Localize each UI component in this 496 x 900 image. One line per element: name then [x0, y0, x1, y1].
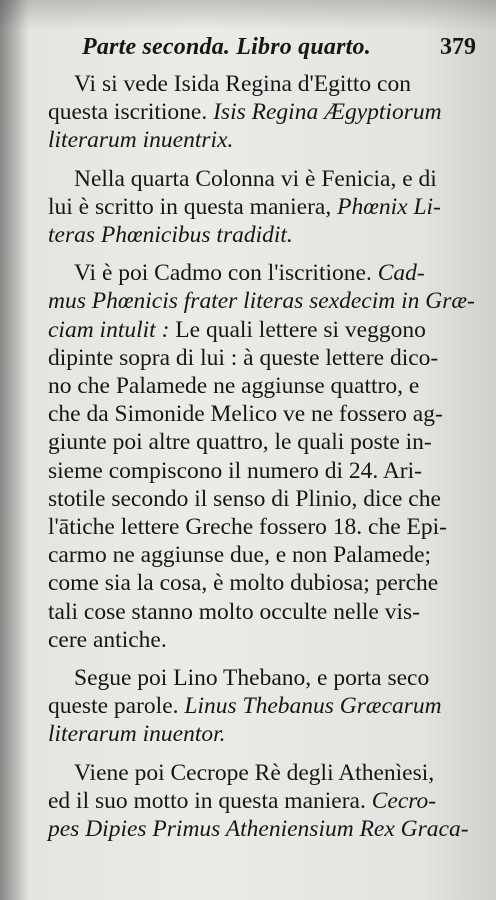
text-run: queste parole.	[48, 693, 185, 720]
text-line	[48, 626, 484, 654]
paragraph-gap	[48, 749, 484, 759]
text-line	[48, 165, 484, 193]
text-run: cere antiche.	[48, 626, 167, 653]
text-line	[48, 193, 484, 221]
text-line	[48, 598, 484, 626]
text-run: Le quali lettere si veggono	[175, 316, 426, 343]
text-run: lui è scritto in questa maniera,	[48, 193, 338, 220]
text-run: come sia la cosa, è molto dubiosa; perche	[48, 570, 439, 597]
text-run: dipinte sopra di lui : à queste lettere dico-	[48, 344, 439, 371]
text-line	[48, 513, 484, 541]
text-run: Nella quarta Colonna vi è Fenicia, e di	[74, 165, 437, 192]
italic-text: pes Dipies Primus Atheniensium Rex Graca-	[48, 816, 469, 843]
italic-text: ciam intulit :	[48, 316, 176, 343]
paragraph-gap	[48, 155, 484, 165]
text-run: no che Palamede ne aggiunse quattro, e	[48, 373, 420, 400]
text-line	[48, 287, 484, 315]
text-line	[48, 126, 484, 154]
text-line	[48, 569, 484, 597]
text-run: che da Simonide Melico ve ne fossero ag-	[48, 401, 443, 428]
text-line	[48, 372, 484, 400]
italic-text: Isis Regina Ægyptiorum	[213, 99, 442, 126]
italic-text: Cecro-	[371, 787, 437, 814]
text-run: Vi è poi Cadmo con l'iscritione.	[74, 260, 378, 287]
text-line	[48, 400, 484, 428]
italic-text: literarum inuentrix.	[48, 127, 234, 154]
text-run: giunte poi altre quattro, le quali poste in-	[48, 429, 432, 456]
text-run: sieme compiscono il numero di 24. Ari-	[48, 457, 422, 484]
text-line	[48, 259, 484, 287]
text-run: carmo ne aggiunse due, e non Palamede;	[48, 542, 432, 569]
running-head-title: Parte seconda. Libro quarto.	[82, 34, 371, 60]
text-run: tali cose stanno molto occulte nelle vis-	[48, 598, 420, 625]
page-number: 379	[440, 34, 476, 60]
body-text	[48, 70, 484, 843]
text-line	[48, 457, 484, 485]
italic-text: teras Phœnicibus tradidit.	[48, 222, 293, 249]
text-run: Segue poi Lino Thebano, e porta seco	[74, 665, 430, 692]
text-line	[48, 692, 484, 720]
paragraph-gap	[48, 654, 484, 664]
italic-text: Linus Thebanus Græcarum	[184, 693, 442, 720]
text-line	[48, 316, 484, 344]
paragraph-gap	[48, 249, 484, 259]
text-line	[48, 815, 484, 843]
text-run: Vi si vede Isida Regina d'Egitto con	[74, 71, 411, 97]
text-line	[48, 428, 484, 456]
text-line	[48, 541, 484, 569]
text-line	[48, 344, 484, 372]
text-line	[48, 98, 484, 126]
text-run: Viene poi Cecrope Rè degli Athenìesi,	[74, 759, 435, 786]
italic-text: mus Phœnicis frater literas sexdecim in Græ-	[48, 288, 475, 315]
text-line	[48, 70, 484, 98]
text-run: ed il suo motto in questa maniera.	[48, 787, 372, 814]
text-line	[48, 664, 484, 692]
text-line	[48, 720, 484, 748]
italic-text: literarum inuentor.	[48, 721, 226, 748]
running-head	[82, 34, 482, 61]
text-run: questa iscritione.	[48, 99, 214, 126]
text-line	[48, 759, 484, 787]
text-line	[48, 221, 484, 249]
italic-text: Cad-	[377, 260, 425, 287]
text-line	[48, 485, 484, 513]
text-run: l'ātiche lettere Greche fossero 18. che Epi-	[48, 514, 447, 541]
text-line	[48, 787, 484, 815]
text-run: stotile secondo il senso di Plinio, dice che	[48, 485, 441, 512]
italic-text: Phœnix Li-	[337, 193, 441, 220]
